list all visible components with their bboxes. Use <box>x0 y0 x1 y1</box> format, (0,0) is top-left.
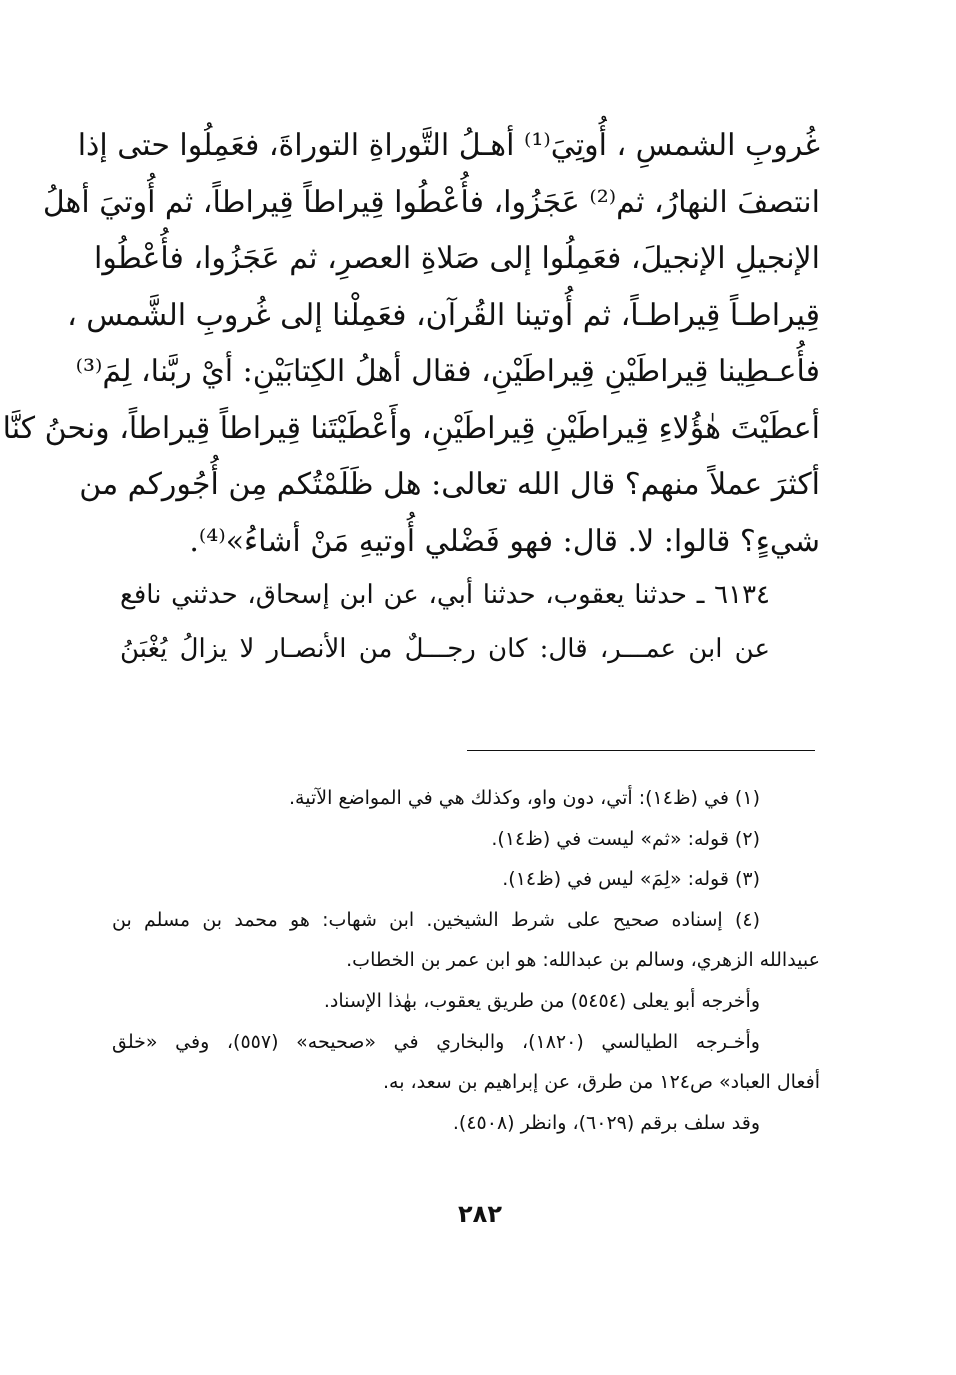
footnote-line: وأخرجه أبو يعلى (٥٤٥٤) من طريق يعقوب، بهٰذا الإسناد. <box>323 989 760 1012</box>
footnote-line: أفعال العباد» ص١٢٤ من طرق، عن إبراهيم بن سعد، به. <box>382 1071 820 1094</box>
hadith-line: عن ابن عمـــر، قال: كان رجـــلٌ من الأنصـار لا يزالُ يُغْبَنُ <box>120 634 770 664</box>
main-text-line: غُروبِ الشمسِ ، أُوتِيَ⁽¹⁾ أهـلُ التَّوراةِ التوراةَ، فعَمِلُوا حتى إذا <box>77 128 820 163</box>
main-text-line: أكثرَ عملاً منهم؟ قال الله تعالى: هل ظَلَمْتُكم مِن أُجُوركم من <box>79 467 820 502</box>
footnote-line: وأخـرجه الطيالسي (١٨٢٠)، والبخاري في «صحيحه» (٥٥٧)، وفي «خلق <box>112 1030 760 1053</box>
footnote-line: عبيدالله الزهري، وسالم بن عبدالله: هو ابن عمر بن الخطاب. <box>346 949 820 972</box>
main-text-line: انتصفَ النهارُ، ثم⁽²⁾ عَجَزُوا، فأُعْطُوا قِيراطاً قِيراطاً، ثم أُوتيَ أهلُ <box>42 184 820 220</box>
footnote-line: (٢) قوله: «ثم» ليست في (ظ١٤). <box>491 827 760 850</box>
main-text-line: شيءٍ؟ قالوا: لا. قال: فهو فَضْلي أُوتيهِ مَنْ أشاءُ»⁽⁴⁾. <box>189 523 820 559</box>
footnote-separator <box>467 750 815 751</box>
footnote-line: (٤) إسناده صحيح على شرط الشيخين. ابن شهاب: هو محمد بن مسلم بن <box>112 908 760 931</box>
footnote-line: وقد سلف برقم (٦٠٢٩)، وانظر (٤٥٠٨). <box>452 1111 760 1134</box>
main-text-line: الإنجيلِ الإنجيلَ، فعَمِلُوا إلى صَلاةِ العصرِ، ثم عَجَزُوا، فأُعْطُوا <box>94 241 820 276</box>
footnote-line: (١) في (ظ١٤): أتي، دون واو، وكذلك هي في المواضع الآتية. <box>288 787 760 809</box>
main-text-line: فأُعـطِينا قِيراطَيْنِ قِيراطَيْنِ، فقال أهلُ الكِتابَيْنِ: أيْ ربَّنا، لِمَ⁽³⁾ <box>75 354 820 389</box>
footnotes-block <box>112 778 820 1143</box>
main-text-block <box>2 118 820 570</box>
footnote-line: (٣) قوله: «لِمَ» ليس في (ظ١٤). <box>502 868 760 891</box>
hadith-line: ٦١٣٤ ـ حدثنا يعقوب، حدثنا أبي، عن ابن إسحاق، حدثني نافع <box>120 580 770 610</box>
page-number: ٢٨٢ <box>458 1200 502 1228</box>
main-text-line: قِيراطـاً قِيراطـاً، ثم أُوتينا القُرآن، فعَمِلْنا إلى غُروبِ الشَّمس ، <box>67 297 820 333</box>
hadith-block <box>120 568 770 676</box>
main-text-line: أعطَيْتَ هٰؤُلاءِ قِيراطَيْنِ قِيراطَيْنِ، وأَعْطَيْتَنا قِيراطاً قِيراطاً، ونحنُ كنَّا <box>2 410 820 446</box>
